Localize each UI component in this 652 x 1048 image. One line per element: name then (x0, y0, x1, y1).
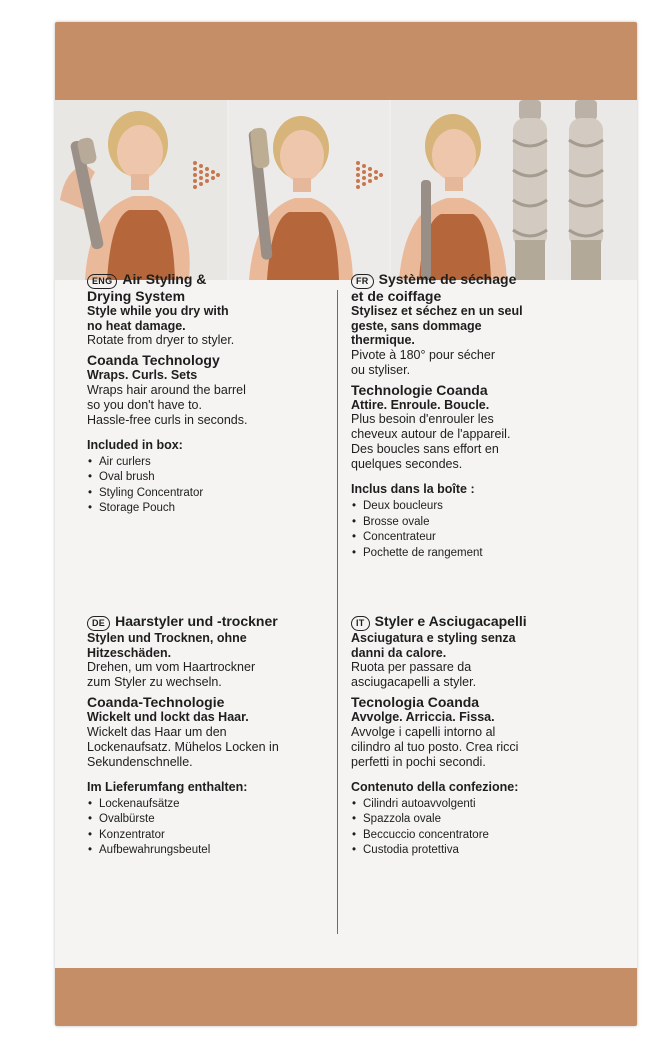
box-contents-list (351, 499, 601, 561)
box-contents-title: Im Lieferumfang enthalten: (87, 779, 248, 794)
list-item: • Deux boucleurs (351, 499, 601, 515)
language-badge: DE (87, 616, 110, 631)
technology-title: Coanda Technology (87, 352, 220, 368)
box-contents-list (87, 455, 337, 517)
list-item: • Pochette de rangement (351, 546, 601, 562)
section-title: Air Styling & (122, 271, 207, 287)
description: Pivote à 180° pour sécher ou styliser. (351, 347, 495, 377)
section-title: Styler e Asciugacapelli (374, 613, 527, 629)
description: Drehen, um vom Haartrockner zum Styler zu wechseln. (87, 660, 256, 689)
technology-description: Avvolge i capelli intorno al cilindro al tuo posto. Crea ricci perfetti in pochi secondi. (351, 724, 519, 769)
tagline: Style while you dry with no heat damage. (87, 304, 229, 333)
description: Ruota per passare da asciugacapelli a styler. (351, 660, 477, 689)
technology-title: Technologie Coanda (351, 381, 488, 398)
bottom-color-band (55, 968, 637, 1026)
usage-photo-strip (55, 100, 637, 280)
section-italian (351, 614, 601, 859)
column-divider (337, 290, 338, 934)
technology-title: Tecnologia Coanda (351, 694, 480, 710)
box-contents-list (87, 797, 337, 859)
section-title: Haarstyler und -trockner (115, 613, 278, 629)
section-title-line2: Drying System (87, 288, 186, 304)
technology-description: Wraps hair around the barrel so you don't have to. Hassle-free curls in seconds. (87, 382, 248, 427)
section-english (87, 272, 337, 517)
list-item: • Oval brush (87, 470, 337, 486)
box-contents-title: Included in box: (87, 437, 183, 452)
section-title: Système de séchage (378, 271, 517, 287)
technology-title: Coanda-Technologie (87, 694, 225, 710)
list-item: • Konzentrator (87, 828, 337, 844)
top-color-band (55, 22, 637, 100)
list-item: • Concentrateur (351, 530, 601, 546)
model-photo-curlers (391, 100, 637, 280)
list-item: • Styling Concentrator (87, 486, 337, 502)
technology-tagline: Avvolge. Arriccia. Fissa. (351, 710, 495, 724)
language-badge: ENG (87, 274, 117, 289)
section-german (87, 614, 337, 859)
list-item: • Spazzola ovale (351, 812, 601, 828)
section-french (351, 272, 601, 561)
list-item: • Storage Pouch (87, 501, 337, 517)
list-item: • Air curlers (87, 455, 337, 471)
tagline: Asciugatura e styling senza danni da calore. (351, 631, 516, 660)
list-item: • Aufbewahrungsbeutel (87, 843, 337, 859)
tagline: Stylisez et séchez en un seul geste, sans dommage thermique. (351, 304, 523, 347)
language-badge: FR (351, 274, 374, 289)
technology-tagline: Attire. Enroule. Boucle. (351, 397, 490, 412)
next-step-arrow-icon (355, 160, 383, 195)
box-contents-title: Inclus dans la boîte : (351, 482, 475, 496)
list-item: • Custodia protettiva (351, 843, 601, 859)
product-box-back (55, 22, 637, 1026)
technology-tagline: Wickelt und lockt das Haar. (87, 710, 249, 724)
tagline: Stylen und Trocknen, ohne Hitzeschäden. (87, 631, 247, 660)
list-item: • Lockenaufsätze (87, 797, 337, 813)
list-item: • Ovalbürste (87, 812, 337, 828)
box-contents-list (351, 797, 601, 859)
list-item: • Brosse ovale (351, 515, 601, 531)
language-badge: IT (351, 616, 370, 631)
list-item: • Beccuccio concentratore (351, 828, 601, 844)
technology-description: Plus besoin d'enrouler les cheveux autour de l'appareil. Des boucles sans effort en quelques secondes. (351, 412, 511, 471)
list-item: • Cilindri autoavvolgenti (351, 797, 601, 813)
technology-description: Wickelt das Haar um den Lockenaufsatz. Mühelos Locken in Sekundenschnelle. (87, 724, 279, 769)
section-title-line2: et de coiffage (351, 288, 442, 304)
technology-tagline: Wraps. Curls. Sets (87, 368, 198, 382)
description: Rotate from dryer to styler. (87, 333, 235, 347)
next-step-arrow-icon (192, 160, 220, 195)
box-contents-title: Contenuto della confezione: (351, 779, 519, 794)
